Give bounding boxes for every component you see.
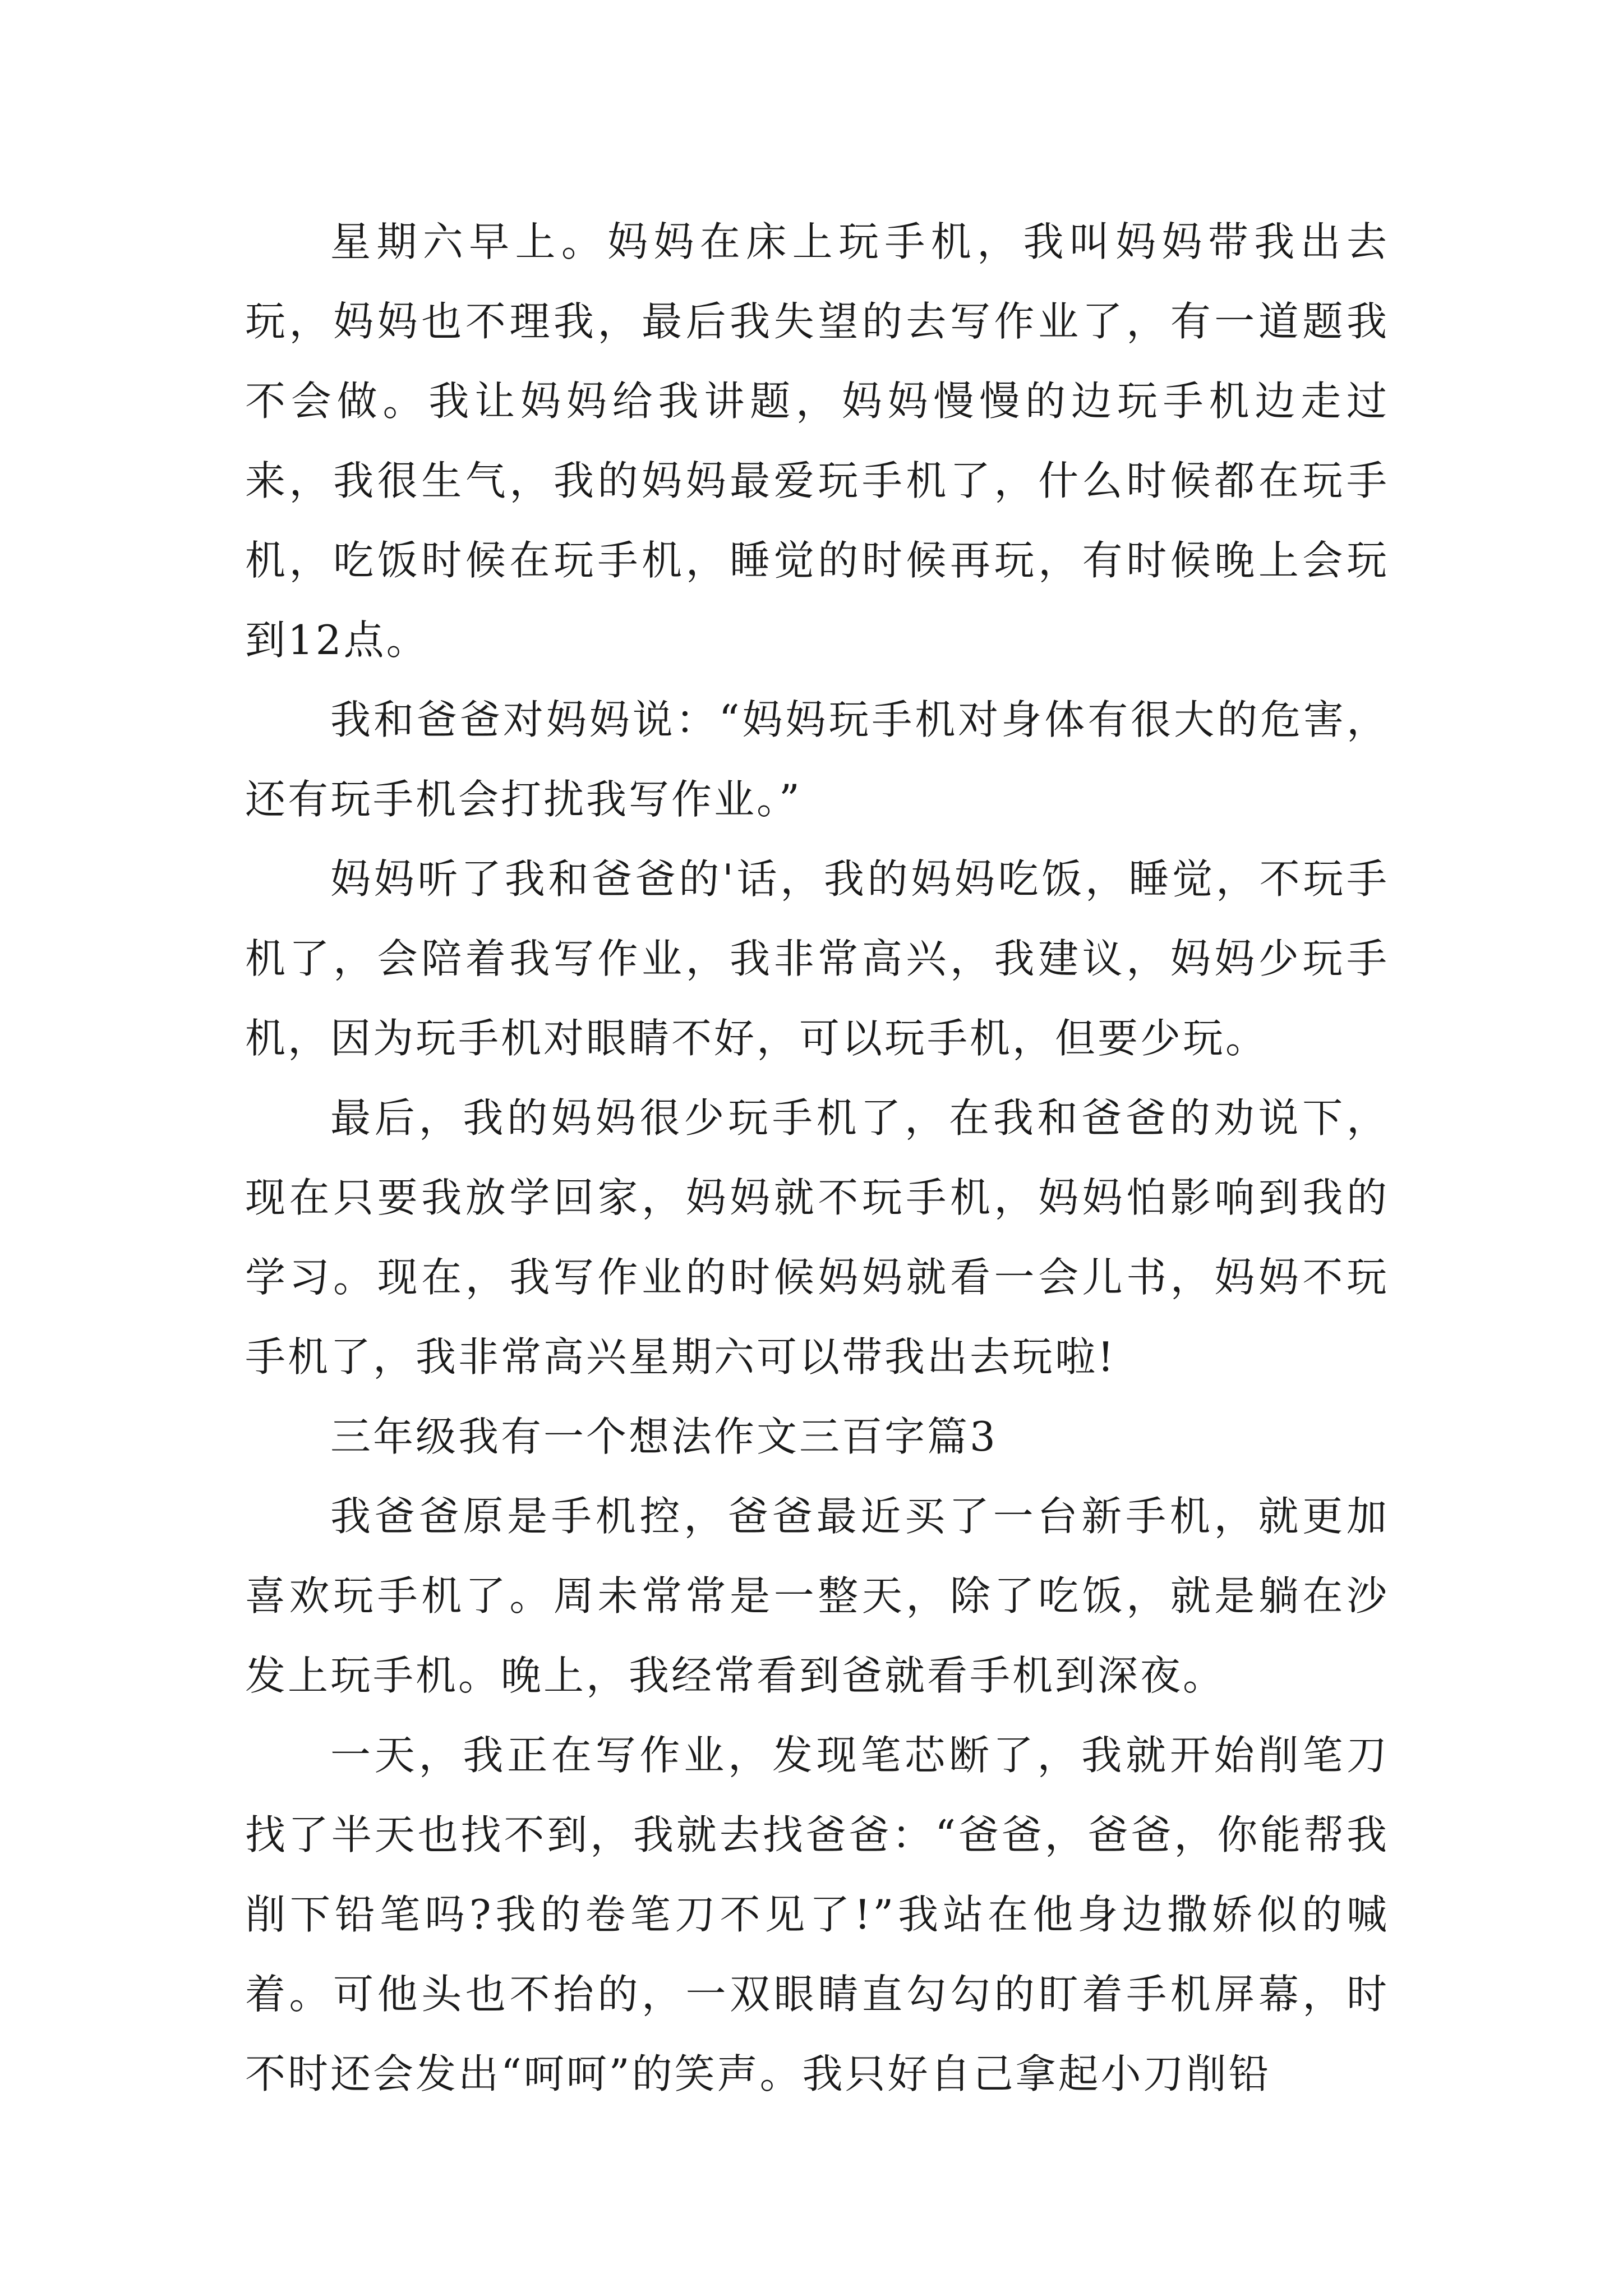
- document-body: [245, 202, 1389, 2114]
- paragraph: 一天，我正在写作业，发现笔芯断了，我就开始削笔刀找了半天也找不到，我就去找爸爸：“爸爸，爸爸，你能帮我削下铅笔吗?我的卷笔刀不见了!”我站在他身边撒娇似的喊着。可他头也不抬的，一双眼睛直勾勾的盯着手机屏幕，时不时还会发出“呵呵”的笑声。我只好自己拿起小刀削铅: [245, 1732, 1389, 2097]
- paragraph: 星期六早上。妈妈在床上玩手机，我叫妈妈带我出去玩，妈妈也不理我，最后我失望的去写作业了，有一道题我不会做。我让妈妈给我讲题，妈妈慢慢的边玩手机边走过来，我很生气，我的妈妈最爱玩手机了，什么时候都在玩手机，吃饭时候在玩手机，睡觉的时候再玩，有时候晚上会玩到12点。: [245, 218, 1389, 664]
- paragraph: 我和爸爸对妈妈说：“妈妈玩手机对身体有很大的危害，还有玩手机会打扰我写作业。”: [245, 696, 1389, 823]
- paragraph: 妈妈听了我和爸爸的'话，我的妈妈吃饭，睡觉，不玩手机了，会陪着我写作业，我非常高兴，我建议，妈妈少玩手机，因为玩手机对眼睛不好，可以玩手机，但要少玩。: [245, 855, 1389, 1062]
- section-heading: 三年级我有一个想法作文三百字篇3: [330, 1413, 998, 1460]
- paragraph: 最后，我的妈妈很少玩手机了，在我和爸爸的劝说下，现在只要我放学回家，妈妈就不玩手机，妈妈怕影响到我的学习。现在，我写作业的时候妈妈就看一会儿书，妈妈不玩手机了，我非常高兴星期六可以带我出去玩啦!: [245, 1094, 1389, 1381]
- paragraph: 我爸爸原是手机控，爸爸最近买了一台新手机，就更加喜欢玩手机了。周未常常是一整天，除了吃饭，就是躺在沙发上玩手机。晚上，我经常看到爸就看手机到深夜。: [245, 1493, 1389, 1699]
